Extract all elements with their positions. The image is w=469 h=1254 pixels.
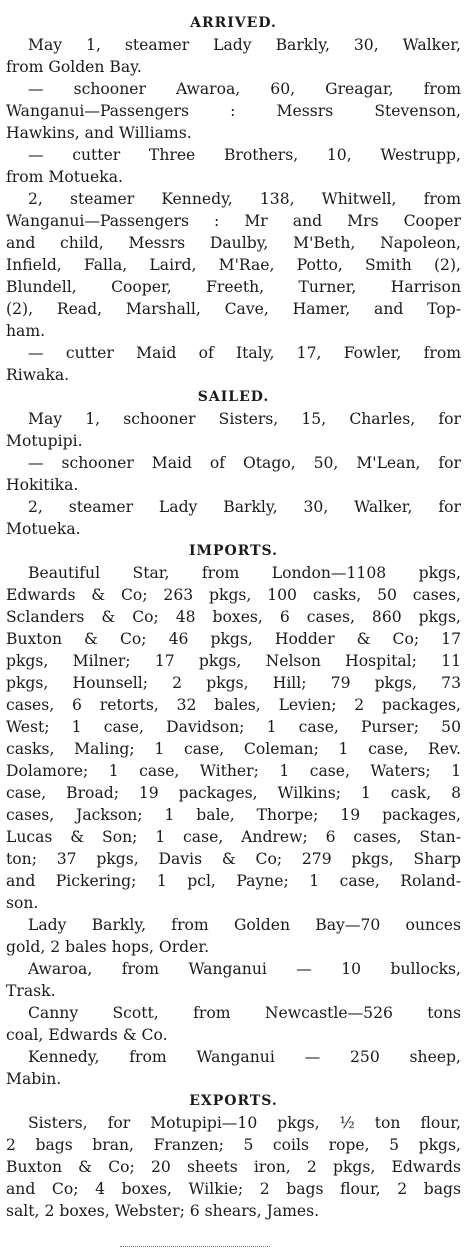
text-line: case, Broad; 19 packages, Wilkins; 1 cask, 8 [6,784,461,802]
text-line: Canny Scott, from Newcastle—526 tons [28,1004,461,1022]
text-line: casks, Maling; 1 case, Coleman; 1 case, Rev. [6,740,461,758]
sailed-section [6,386,461,540]
text-line: Trask. [6,982,56,1000]
text-line: Sisters, for Motupipi—10 pkgs, ½ ton flour, [28,1114,461,1132]
text-line: Lucas & Son; 1 case, Andrew; 6 cases, Stan- [6,828,461,846]
newspaper-column [6,12,461,1222]
text-line: Kennedy, from Wanganui — 250 sheep, [28,1048,461,1066]
text-line: and Pickering; 1 pcl, Payne; 1 case, Roland- [6,872,461,890]
arrived-heading: ARRIVED. [190,15,277,31]
text-line: from Golden Bay. [6,58,142,76]
text-line: cases, 6 retorts, 32 bales, Levien; 2 packages, [6,696,461,714]
text-line: Dolamore; 1 case, Wither; 1 case, Waters; 1 [6,762,461,780]
sailed-heading: SAILED. [197,389,270,405]
text-line: Beautiful Star, from London—1108 pkgs, [28,564,461,582]
text-line: and Co; 4 boxes, Wilkie; 2 bags flour, 2 bags [6,1180,461,1198]
text-line: gold, 2 bales hops, Order. [6,938,210,956]
text-line: Blundell, Cooper, Freeth, Turner, Harrison [6,278,461,296]
text-line: Motupipi. [6,432,83,450]
imports-section [6,540,461,1090]
arrived-section [6,12,461,386]
text-line: — schooner Awaroa, 60, Greagar, from [28,80,461,98]
text-line: Edwards & Co; 263 pkgs, 100 casks, 50 cases, [6,586,461,604]
text-line: May 1, steamer Lady Barkly, 30, Walker, [28,36,461,54]
text-line: Lady Barkly, from Golden Bay—70 ounces [28,916,461,934]
text-line: Buxton & Co; 46 pkgs, Hodder & Co; 17 [6,630,461,648]
text-line: Motueka. [6,520,81,538]
text-line: Infield, Falla, Laird, M'Rae, Potto, Smith (2), [6,256,461,274]
text-line: and child, Messrs Daulby, M'Beth, Napoleon, [6,234,461,252]
exports-heading: EXPORTS. [189,1093,278,1109]
text-line: 2 bags bran, Franzen; 5 coils rope, 5 pkgs, [6,1136,461,1154]
exports-section [6,1090,461,1222]
text-line: Awaroa, from Wanganui — 10 bullocks, [28,960,461,978]
text-line: Mabin. [6,1070,62,1088]
text-line: Hokitika. [6,476,79,494]
column-divider [120,1246,270,1247]
text-line: pkgs, Milner; 17 pkgs, Nelson Hospital; 11 [6,652,461,670]
text-line: pkgs, Hounsell; 2 pkgs, Hill; 79 pkgs, 73 [6,674,461,692]
text-line: coal, Edwards & Co. [6,1026,168,1044]
text-line: Sclanders & Co; 48 boxes, 6 cases, 860 pkgs, [6,608,461,626]
text-line: ton; 37 pkgs, Davis & Co; 279 pkgs, Sharp [6,850,461,868]
text-line: 2, steamer Kennedy, 138, Whitwell, from [28,190,461,208]
text-line: — schooner Maid of Otago, 50, M'Lean, for [28,454,461,472]
text-line: — cutter Three Brothers, 10, Westrupp, [28,146,461,164]
text-line: ham. [6,322,46,340]
text-line: Wanganui—Passengers : Mr and Mrs Cooper [6,212,461,230]
text-line: Riwaka. [6,366,70,384]
text-line: May 1, schooner Sisters, 15, Charles, for [28,410,461,428]
text-line: West; 1 case, Davidson; 1 case, Purser; 50 [6,718,461,736]
text-line: cases, Jackson; 1 bale, Thorpe; 19 packages, [6,806,461,824]
text-line: from Motueka. [6,168,123,186]
text-line: Wanganui—Passengers : Messrs Stevenson, [6,102,461,120]
text-line: Hawkins, and Williams. [6,124,192,142]
imports-heading: IMPORTS. [188,543,279,559]
text-line: Buxton & Co; 20 sheets iron, 2 pkgs, Edwards [6,1158,461,1176]
text-line: salt, 2 boxes, Webster; 6 shears, James. [6,1202,320,1220]
text-line: — cutter Maid of Italy, 17, Fowler, from [28,344,461,362]
text-line: 2, steamer Lady Barkly, 30, Walker, for [28,498,461,516]
text-line: son. [6,894,39,912]
text-line: (2), Read, Marshall, Cave, Hamer, and Top- [6,300,461,318]
